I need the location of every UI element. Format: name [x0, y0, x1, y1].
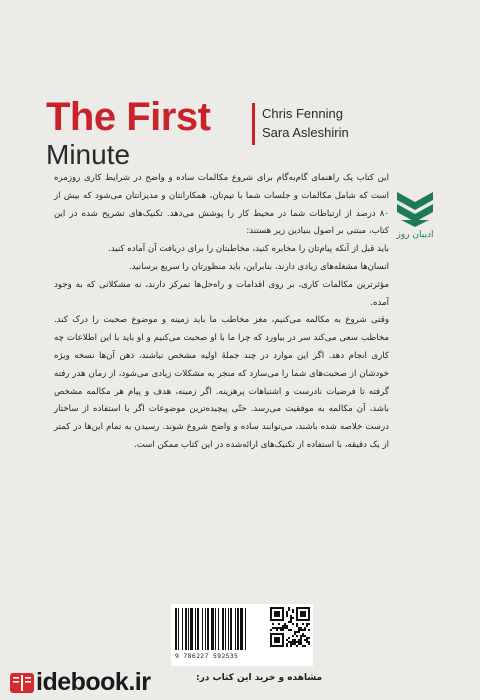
back-cover-description [54, 170, 389, 455]
buy-book-label: مشاهده و خرید این کتاب در: [196, 673, 323, 683]
cover-title [46, 97, 210, 171]
author-list [262, 104, 349, 142]
barcode-number: 9 786227 592535 [175, 652, 239, 660]
description-paragraph: وقتی شروع به مکالمه می‌کنیم، مغز مخاطب ما باید زمینه و موضوع صحبت را درک کند. مخاطب سعی می‌کند سر در بیاورد که چرا ما با او صحبت می‌کنیم و او باید با این اطلاعات چه کاری انجام دهد. اگر این موارد در چند جملهٔ اولیه مشخص نباشند، ذهن آن‌ها نسخه ویژه خودشان از صحبت‌های شما را می‌سازد که منجر به مشکلات زیادی می‌شود، از زمان هدر رفته گرفته تا فرضیات نادرست و اشتباهات پرهزینه. اگر زمینه، هدف و پیام هر مکالمه مشخص باشد، آن مکالمه به موفقیت می‌رسد. حتّی پیچیده‌ترین موضوعات اگر با استفاده از ساختار درست خلاصه شده باشند، می‌توانند ساده و واضح شروع شوند. رسیدن به تمام این‌ها در کمتر از یک دقیقه، با استفاده از تکنیک‌های ارائه‌شده در این کتاب ممکن است. [54, 315, 389, 450]
chevron-stack-icon [395, 190, 435, 228]
author-name: Chris Fenning [262, 106, 343, 121]
description-paragraph: باید قبل از آنکه پیام‌تان را مخابره کنید، مخاطبتان را برای دریافت آن آماده کنید. [108, 244, 389, 255]
watermark-brand: idebook.ir [36, 668, 151, 696]
description-paragraph: مؤثرترین مکالمات کاری، بر روی اقدامات و راه‌حل‌ها تمرکز دارند، نه مشکلاتی که به وجود آمده. [54, 279, 389, 308]
title-line-1: The First [46, 95, 211, 139]
book-icon [8, 670, 36, 696]
qr-code[interactable] [270, 607, 310, 647]
description-paragraph: این کتاب یک راهنمای گام‌به‌گام برای شروع مکالمات ساده و واضح در شرایط کاری روزمره است که شامل مکالمات و جلسات شما با تیم‌تان، همکارانتان و مدیرانتان می‌شود که بیش از ۸۰ درصد از ارتباطات شما در محیط کار را پوشش می‌دهد. تکنیک‌های تشریح شده در این کتاب، مبتنی بر اصول بنیادین زیر هستند: [54, 173, 389, 237]
publisher-name: ادیبان روز [396, 230, 434, 240]
site-watermark[interactable] [8, 668, 150, 697]
author-name: Sara Asleshirin [262, 125, 349, 140]
publisher-logo [392, 190, 438, 240]
title-divider [252, 103, 255, 145]
description-paragraph: انسان‌ها مشغله‌های زیادی دارند، بنابراین، باید منظورتان را سریع برسانید. [128, 261, 389, 272]
title-line-2: Minute [46, 139, 131, 170]
barcode-bars [175, 608, 271, 650]
